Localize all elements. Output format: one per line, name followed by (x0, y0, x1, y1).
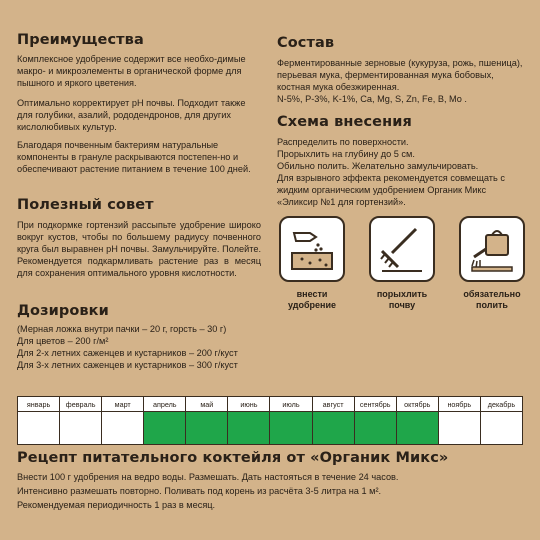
composition-heading: Состав (277, 35, 335, 51)
month-label: январь (18, 397, 60, 412)
loosen-label-2: почву (388, 300, 416, 310)
scheme-step-2: Прорыхлить на глубину до 5 см. (277, 149, 415, 159)
icon-block-water (457, 216, 527, 311)
month-cell (144, 412, 186, 445)
month-label: ноябрь (438, 397, 480, 412)
calendar-months-row (18, 397, 523, 412)
calendar-activity-row (18, 412, 523, 445)
scheme-step-4: Для взрывного эффекта рекомендуется совмещать с жидким органическим удобрением Органик Микс «Эликсир №1 для гортензий». (277, 173, 505, 207)
advantages-heading: Преимущества (17, 32, 144, 48)
advantages-paragraph-2: Оптимально корректирует pH почвы. Подходит также для голубики, азалий, рододендронов, для других кислолюбивых культур. (17, 98, 246, 132)
loosen-label-1: порыхлить (376, 289, 428, 299)
month-cell (228, 412, 270, 445)
month-label: август (312, 397, 354, 412)
doses-line-3: Для 2-х летних саженцев и кустарников – 200 г/куст (17, 348, 238, 358)
month-label: май (186, 397, 228, 412)
scheme-heading: Схема внесения (277, 114, 412, 130)
tip-heading: Полезный совет (17, 197, 154, 213)
watering-can-icon (459, 216, 525, 282)
month-label: июнь (228, 397, 270, 412)
month-cell (270, 412, 312, 445)
month-label: сентябрь (354, 397, 396, 412)
month-label: февраль (60, 397, 102, 412)
month-cell (60, 412, 102, 445)
month-cell (354, 412, 396, 445)
scheme-step-1: Распределить по поверхности. (277, 137, 409, 147)
icon-block-fertilize (277, 216, 347, 311)
doses-heading: Дозировки (17, 303, 109, 319)
tip-paragraph: При подкормке гортензий рассыпьте удобрение широко вокруг кустов, чтобы по большему радиусу почвенного круга был выравнен pH почвы. Замульчируйте. Полейте. Рекомендуется подкармливать растение раз в месяц для сохранения оптимального уровня кислотности. (17, 220, 261, 278)
month-cell (312, 412, 354, 445)
advantages-paragraph-3: Благодаря почвенным бактериям натуральные компоненты в грануле раскрываются постепен-но и обеспечивают растение питанием в течение 100 дней. (17, 140, 251, 174)
month-label: апрель (144, 397, 186, 412)
month-cell (18, 412, 60, 445)
composition-paragraph: Ферментированные зерновые (кукуруза, рожь, пшеница), перьевая мука, ферментированная мука бобовых, костная мука обезжиренная. (277, 58, 523, 92)
month-cell (438, 412, 480, 445)
recipe-line-3: Рекомендуемая периодичность 1 раз в месяц. (17, 500, 216, 510)
fertilize-label-1: внести (296, 289, 328, 299)
composition-elements: N-5%, P-3%, K-1%, Ca, Mg, S, Zn, Fe, B, Mo . (277, 94, 467, 104)
month-label: июль (270, 397, 312, 412)
month-cell (480, 412, 522, 445)
month-cell (186, 412, 228, 445)
fertilize-label-2: удобрение (287, 300, 337, 310)
recipe-heading: Рецепт питательного коктейля от «Органик Микс» (17, 450, 449, 466)
icon-block-loosen (367, 216, 437, 311)
scheme-step-3: Обильно полить. Желательно замульчировать. (277, 161, 479, 171)
rake-icon (369, 216, 435, 282)
application-icons (277, 216, 527, 322)
doses-line-1: (Мерная ложка внутри пачки – 20 г, горсть – 30 г) (17, 324, 227, 334)
water-label-2: полить (476, 300, 508, 310)
water-label-1: обязательно (463, 289, 521, 299)
advantages-paragraph-1: Комплексное удобрение содержит все необхо-димые макро- и микроэлементы в органической форме для пышного и яркого цветения. (17, 54, 246, 88)
doses-line-2: Для цветов – 200 г/м² (17, 336, 109, 346)
recipe-line-1: Внести 100 г удобрения на ведро воды. Размешать. Дать настояться в течение 24 часов. (17, 472, 399, 482)
month-label: март (102, 397, 144, 412)
month-cell (102, 412, 144, 445)
doses-line-4: Для 3-х летних саженцев и кустарников – 300 г/куст (17, 360, 238, 370)
recipe-line-2: Интенсивно размешать повторно. Поливать под корень из расчёта 3-5 литра на 1 м². (17, 486, 382, 496)
month-label: декабрь (480, 397, 522, 412)
month-label: октябрь (396, 397, 438, 412)
hand-granules-icon (279, 216, 345, 282)
application-calendar (17, 396, 523, 445)
month-cell (396, 412, 438, 445)
